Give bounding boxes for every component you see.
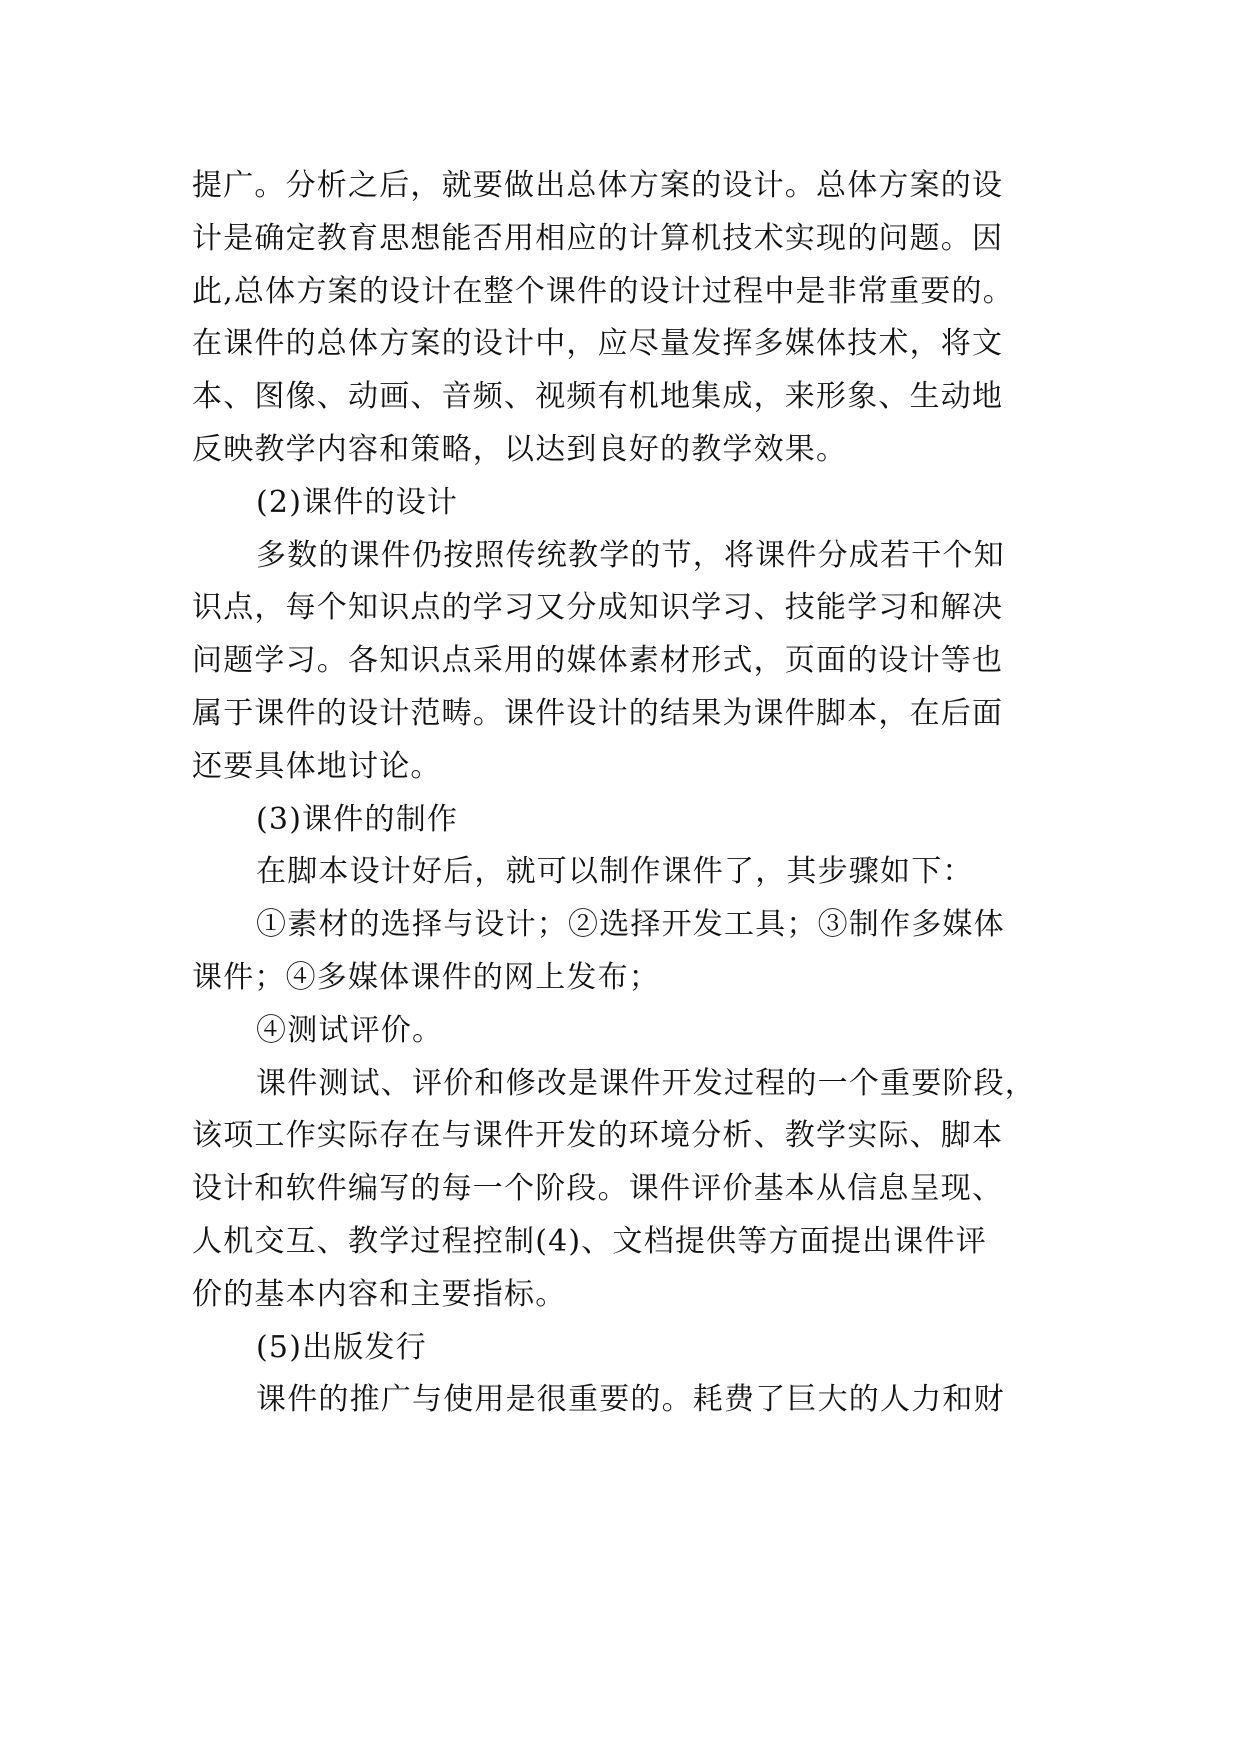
text-line: 此,总体方案的设计在整个课件的设计过程中是非常重要的。 — [192, 273, 1014, 309]
text-line: 问题学习。各知识点采用的媒体素材形式，页面的设计等也 — [192, 643, 1004, 679]
paragraph-test-evaluation — [192, 1005, 1072, 1058]
text-line: 在课件的总体方案的设计中，应尽量发挥多媒体技术，将文 — [192, 326, 1004, 362]
paragraph-evaluation-detail — [192, 1058, 1072, 1322]
text-line: ①素材的选择与设计；②选择开发工具；③制作多媒体 — [256, 907, 1005, 943]
text-line: 属于课件的设计范畴。课件设计的结果为课件脚本，在后面 — [192, 695, 1004, 731]
text-line: 提广。分析之后，就要做出总体方案的设计。总体方案的设 — [192, 168, 1004, 203]
paragraph-overall-design — [192, 160, 1072, 477]
text-line: 价的基本内容和主要指标。 — [192, 1276, 567, 1312]
section-heading: (5)出版发行 — [256, 1329, 427, 1365]
text-line: 计是确定教育思想能否用相应的计算机技术实现的问题。因 — [192, 220, 1004, 256]
text-line: 反映教学内容和策略，以达到良好的教学效果。 — [192, 431, 848, 467]
text-line: 本、图像、动画、音频、视频有机地集成，来形象、生动地 — [192, 379, 1004, 415]
section-heading-courseware-production — [192, 794, 1072, 847]
paragraph-publishing — [192, 1374, 1072, 1427]
text-line: ④测试评价。 — [256, 1012, 444, 1048]
paragraph-production-intro — [192, 846, 1072, 899]
document-body — [192, 160, 1072, 1427]
text-line: 该项工作实际存在与课件开发的环境分析、教学实际、脚本 — [192, 1118, 1004, 1154]
section-heading: (3)课件的制作 — [256, 801, 459, 837]
text-line: 在脚本设计好后，就可以制作课件了，其步骤如下： — [256, 854, 974, 890]
text-line: 设计和软件编写的每一个阶段。课件评价基本从信息呈现、 — [192, 1171, 1004, 1207]
section-heading-publishing — [192, 1322, 1072, 1375]
text-line: 课件；④多媒体课件的网上发布； — [192, 959, 660, 995]
paragraph-courseware-design — [192, 530, 1072, 794]
section-heading: (2)课件的设计 — [256, 484, 459, 520]
text-line: 课件测试、评价和修改是课件开发过程的一个重要阶段， — [256, 1065, 1036, 1101]
section-heading-courseware-design — [192, 477, 1072, 530]
paragraph-production-steps — [192, 899, 1072, 1005]
text-line: 多数的课件仍按照传统教学的节，将课件分成若干个知 — [256, 537, 1005, 573]
text-line: 还要具体地讨论。 — [192, 748, 442, 784]
text-line: 课件的推广与使用是很重要的。耗费了巨大的人力和财 — [256, 1382, 1005, 1418]
text-line: 人机交互、教学过程控制(4)、文档提供等方面提出课件评 — [192, 1223, 987, 1259]
text-line: 识点，每个知识点的学习又分成知识学习、技能学习和解决 — [192, 590, 1004, 626]
